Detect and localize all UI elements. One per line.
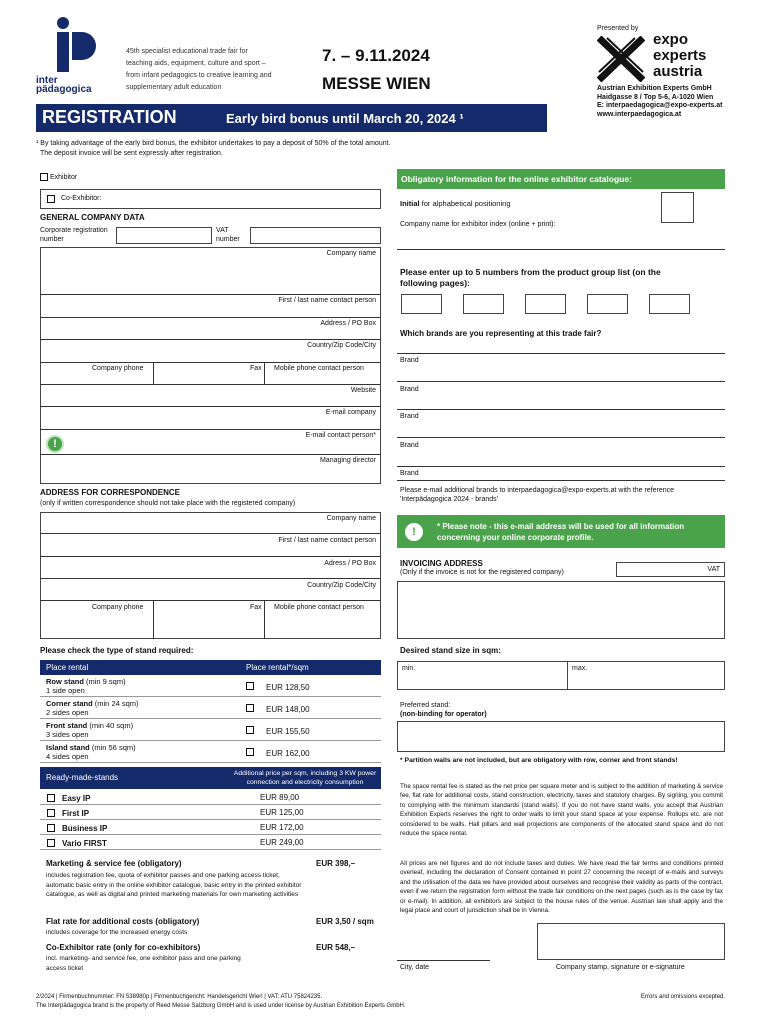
stand-row-sub: 1 side open bbox=[46, 686, 85, 695]
org-email: E: interpaedagogica@expo-experts.at bbox=[597, 102, 723, 109]
ready-row-2[interactable] bbox=[40, 806, 381, 820]
brand-label-5: Brand bbox=[400, 470, 419, 477]
signature-box[interactable] bbox=[537, 923, 725, 960]
intro-text: 45th specialist educational trade fair for teaching aids, equipment, culture and sport – from infant pedagogics to creative learning and supplementary adult education bbox=[126, 48, 272, 91]
co-exhibitor-rate-text: incl. marketing- and service fee, one exhibitor pass and one parking access ticket bbox=[46, 955, 241, 972]
product-group-input-3[interactable] bbox=[525, 294, 566, 314]
stand-row-checkbox[interactable] bbox=[246, 682, 254, 690]
initial-rest: for alphabetical positioning bbox=[419, 199, 511, 208]
ready-row-checkbox[interactable] bbox=[47, 809, 55, 817]
email-note-box bbox=[397, 515, 725, 548]
org-name: Austrian Exhibition Experts GmbH bbox=[597, 85, 712, 92]
fair-date: 7. – 9.11.2024 bbox=[322, 46, 430, 65]
ready-row-price: EUR 172,00 bbox=[260, 823, 304, 832]
brand-line-3[interactable] bbox=[397, 437, 725, 438]
address-correspondence-note: (only if written correspondence should not take place with the registered company) bbox=[40, 500, 296, 507]
company-name-label-2: Company name bbox=[326, 515, 376, 522]
invoicing-vat-input[interactable] bbox=[616, 562, 725, 577]
flat-rate-title: Flat rate for additional costs (obligatory) bbox=[46, 917, 200, 926]
stand-row-bold: Row stand bbox=[46, 677, 84, 686]
index-name-label: Company name for exhibitor index (online + print): bbox=[400, 221, 556, 228]
stand-row-checkbox[interactable] bbox=[246, 748, 254, 756]
stand-row-1[interactable] bbox=[40, 676, 381, 697]
invoicing-note: (Only if the invoice is not for the registered company) bbox=[400, 569, 564, 576]
austria-word: austria bbox=[653, 63, 703, 80]
website-label: Website bbox=[350, 387, 376, 394]
col-rental: Place rental bbox=[46, 663, 89, 672]
ready-row-name: Business IP bbox=[62, 824, 108, 833]
stand-row-min: (min 24 sqm) bbox=[92, 699, 139, 708]
email-contact-label: E-mail contact person* bbox=[305, 432, 376, 439]
stand-size-max-input[interactable] bbox=[567, 661, 725, 690]
brand-label-2: Brand bbox=[400, 386, 419, 393]
stand-row-price: EUR 148,00 bbox=[266, 705, 310, 714]
address-correspondence-title: ADDRESS FOR CORRESPONDENCE bbox=[40, 488, 181, 497]
exhibitor-checkbox[interactable] bbox=[40, 173, 48, 181]
ready-row-checkbox[interactable] bbox=[47, 824, 55, 832]
stand-row-2[interactable] bbox=[40, 698, 381, 719]
co-exhibitor-rate-title: Co-Exhibitor rate (only for co-exhibitors) bbox=[46, 943, 201, 952]
product-group-title: Please enter up to 5 numbers from the product group list (on the following pages): bbox=[400, 267, 661, 288]
corp-reg-label: Corporate registration number bbox=[40, 227, 108, 243]
brand-label-4: Brand bbox=[400, 442, 419, 449]
footnote-1: ¹ By taking advantage of the early bird bonus, the exhibitor undertakes to pay a deposit of 50% of the total amount. bbox=[36, 140, 391, 147]
expo-experts-logo bbox=[597, 31, 737, 82]
ready-row-name: First IP bbox=[62, 809, 90, 818]
partition-note: * Partition walls are not included, but are obligatory with row, corner and front stands! bbox=[400, 757, 678, 764]
experts-word: experts bbox=[653, 47, 707, 64]
interpaedagogica-logo bbox=[36, 16, 106, 95]
stand-row-3[interactable] bbox=[40, 720, 381, 741]
stand-row-sub: 2 sides open bbox=[46, 708, 89, 717]
invoicing-address-input[interactable] bbox=[397, 581, 725, 639]
stand-type-title: Please check the type of stand required: bbox=[40, 646, 194, 655]
address-label: Address / PO Box bbox=[320, 320, 376, 327]
ready-row-price: EUR 125,00 bbox=[260, 808, 304, 817]
marketing-price: EUR 398,– bbox=[316, 859, 356, 868]
stand-table-header bbox=[40, 660, 381, 675]
stand-row-4[interactable] bbox=[40, 742, 381, 763]
stand-row-price: EUR 155,50 bbox=[266, 727, 310, 736]
stand-row-min: (min 40 sqm) bbox=[87, 721, 134, 730]
initial-input[interactable] bbox=[661, 192, 694, 223]
brand-line-4[interactable] bbox=[397, 466, 725, 467]
email-company-label: E-mail company bbox=[325, 409, 376, 416]
registration-title: REGISTRATION bbox=[42, 107, 177, 127]
exhibitor-label: Exhibitor bbox=[49, 173, 78, 181]
exclamation-icon: ! bbox=[403, 521, 425, 543]
country-label-2: Country/Zip Code/City bbox=[307, 582, 376, 589]
registration-banner bbox=[36, 104, 547, 132]
ready-row-4[interactable] bbox=[40, 836, 381, 850]
co-exhibitor-rate-price: EUR 548,– bbox=[316, 943, 356, 952]
city-date-line[interactable] bbox=[397, 960, 490, 961]
mobile-label: Mobile phone contact person bbox=[274, 365, 364, 372]
general-company-data: GENERAL COMPANY DATA bbox=[40, 213, 145, 222]
obligatory-info-bar bbox=[397, 169, 725, 189]
invoicing-vat-label: VAT bbox=[707, 566, 720, 573]
ready-row-price: EUR 249,00 bbox=[260, 838, 304, 847]
index-name-line[interactable] bbox=[397, 249, 725, 250]
first-last-label-2: First / last name contact person bbox=[278, 537, 376, 544]
org-address: Haidgasse 8 / Top 5-6, A-1020 Wien bbox=[597, 93, 714, 101]
ready-row-checkbox[interactable] bbox=[47, 794, 55, 802]
city-date-label: City, date bbox=[400, 964, 430, 971]
flat-rate-price: EUR 3,50 / sqm bbox=[316, 917, 374, 926]
managing-director-label: Managing director bbox=[319, 457, 376, 464]
ready-row-name: Vario FIRST bbox=[62, 839, 107, 848]
stand-row-price: EUR 162,00 bbox=[266, 749, 310, 758]
brand-line-1[interactable] bbox=[397, 381, 725, 382]
co-exhibitor-label: Co-Exhibitor: bbox=[61, 195, 102, 202]
stand-row-min: (min 9 sqm) bbox=[83, 677, 126, 686]
stand-row-bold: Island stand bbox=[46, 743, 90, 752]
preferred-stand-label: Preferred stand: bbox=[400, 702, 451, 709]
co-exhibitor-field[interactable] bbox=[40, 189, 381, 209]
corp-reg-input[interactable] bbox=[116, 227, 212, 244]
flat-rate-text: includes coverage for the increased energy costs bbox=[46, 929, 188, 936]
brands-email-note: Please e-mail additional brands to interpaedagogica@expo-experts.at with the reference 'Interpädagogica 2024 - brands' bbox=[400, 487, 675, 503]
marketing-title: Marketing & service fee (obligatory) bbox=[46, 859, 182, 868]
rental-fee-text: The space rental fee is stated as the net price per square meter and is subject to the addition of marketing & service fee, flat rate for additional costs, stand construction, electricity, taxes and statutory charges. By signing, you commit to complying with the minimum standards (stand walls). If you do not have stand walls, you accept that Austrian Exhibition Experts reserves the right to order walls to limit your stand space at your expense. Rollups etc. are not considered to be walls. Hall pillars and wall projections are components of the allocated stand space and do not reduce the space rental. bbox=[400, 783, 723, 838]
ready-row-1[interactable] bbox=[40, 791, 381, 805]
ip-logo-icon bbox=[36, 16, 106, 74]
stand-row-sub: 4 sides open bbox=[46, 752, 89, 761]
ready-made-header bbox=[40, 767, 381, 789]
stand-size-min-input[interactable] bbox=[397, 661, 568, 690]
company-phone-label-2: Company phone bbox=[92, 604, 144, 611]
ready-row-checkbox[interactable] bbox=[47, 839, 55, 847]
exclamation-icon: ! bbox=[46, 435, 64, 453]
footer-line-2: The Interpädagogica brand is the property of Reed Messe Salzburg GmbH and is used under license by Austrian Exhibition Experts GmbH. bbox=[36, 1003, 406, 1009]
product-group-input-2[interactable] bbox=[463, 294, 504, 314]
org-web: www.interpaedagogica.at bbox=[597, 110, 682, 118]
footer-line-1: 2/2024 | Firmenbuchnummer: FN 538980p | Firmenbuchgericht: Handelsgericht Wien | VAT: ATU 75824235. bbox=[36, 994, 323, 1000]
footer-errors: Errors and omissions excepted. bbox=[641, 994, 726, 1000]
stand-row-bold: Front stand bbox=[46, 721, 88, 730]
ready-row-3[interactable] bbox=[40, 821, 381, 835]
stand-row-bold: Corner stand bbox=[46, 699, 93, 708]
obligatory-info-title: Obligatory information for the online exhibitor catalogue: bbox=[401, 174, 632, 184]
first-last-label: First / last name contact person bbox=[278, 297, 376, 304]
company-phone-label: Company phone bbox=[92, 365, 144, 372]
brand-label-3: Brand bbox=[400, 413, 419, 420]
brand-line2: pädagogica bbox=[36, 84, 92, 95]
fair-venue: MESSE WIEN bbox=[322, 74, 431, 93]
min-label: min. bbox=[402, 665, 416, 672]
expo-word: expo bbox=[653, 31, 689, 48]
brands-question: Which brands are you representing at this trade fair? bbox=[400, 329, 602, 338]
invoicing-title: INVOICING ADDRESS bbox=[400, 559, 483, 568]
fax-label-2: Fax bbox=[250, 604, 262, 611]
stand-size-title: Desired stand size in sqm: bbox=[400, 646, 501, 655]
product-group-input-4[interactable] bbox=[587, 294, 628, 314]
stand-row-sub: 3 sides open bbox=[46, 730, 89, 739]
initial-label bbox=[400, 199, 511, 208]
brand-line-5[interactable] bbox=[397, 480, 725, 481]
vat-input[interactable] bbox=[250, 227, 381, 244]
preferred-stand-input[interactable] bbox=[397, 721, 725, 752]
ready-row-name: Easy IP bbox=[62, 794, 91, 803]
presented-by: Presented by bbox=[597, 25, 639, 32]
exhibitor-option[interactable] bbox=[40, 173, 77, 181]
stand-row-checkbox[interactable] bbox=[246, 704, 254, 712]
preferred-stand-note: (non-binding for operator) bbox=[400, 711, 487, 718]
stand-row-checkbox[interactable] bbox=[246, 726, 254, 734]
signature-label: Company stamp, signature or e-signature bbox=[556, 964, 685, 971]
footnote-2: The deposit invoice will be sent expressly after registration. bbox=[40, 150, 223, 157]
col-price: Place rental*/sqm bbox=[246, 663, 309, 672]
additional-price-note: Additional price per sqm, including 3 KW power connection and electricity consumption bbox=[233, 770, 377, 786]
mobile-label-2: Mobile phone contact person bbox=[274, 604, 364, 611]
country-label: Country/Zip Code/City bbox=[307, 342, 376, 349]
company-name-label: Company name bbox=[326, 250, 376, 257]
early-bird-text: Early bird bonus until March 20, 2024 ¹ bbox=[226, 111, 464, 126]
fax-label: Fax bbox=[250, 365, 262, 372]
correspondence-block[interactable] bbox=[40, 512, 381, 639]
marketing-text: includes registration fee, quota of exhibitor passes and one parking access ticket, automatic basic entry in the online exhibitor catalogue, basic entry in the printed exhibitor catalogue, as well as digital and printed marketing materials for own marketing activities bbox=[46, 872, 302, 898]
brand-line1: inter bbox=[36, 75, 58, 86]
x-logo-icon bbox=[597, 36, 645, 82]
vat-label: VAT number bbox=[216, 227, 240, 243]
ready-made-title: Ready-made-stands bbox=[46, 773, 119, 782]
product-group-input-1[interactable] bbox=[401, 294, 442, 314]
max-label: max. bbox=[572, 665, 588, 672]
brand-label-1: Brand bbox=[400, 357, 419, 364]
ready-row-price: EUR 89,00 bbox=[260, 793, 300, 802]
stand-row-price: EUR 128,50 bbox=[266, 683, 310, 692]
product-group-input-5[interactable] bbox=[649, 294, 690, 314]
initial-bold: Initial bbox=[400, 199, 420, 208]
co-exhibitor-checkbox[interactable] bbox=[47, 195, 55, 203]
stand-row-min: (min 56 sqm) bbox=[89, 743, 136, 752]
prices-terms-text: All prices are net figures and do not include taxes and duties. We have read the fair terms and conditions printed overleaf, including the declaration of Consent contained in point 27 concerning the receipt of e-mails and surveys and the utilisation of the data we have provided about ourselves and recognise their validity as parts of the contract, even if we return the registration form without the trade fair conditions on the next pages (such as is the case by fax or e-mail). In addition, all exhibitors are subject to the house rules of the venue. Austrian law shall apply and the legal place and court of jurisdiction shall be in Vienna. bbox=[400, 860, 723, 915]
address-label-2: Adress / PO Box bbox=[324, 560, 376, 567]
email-note-text: * Please note - this e-mail address will be used for all information concerning your online corporate profile. bbox=[437, 522, 685, 542]
brand-line-2[interactable] bbox=[397, 409, 725, 410]
